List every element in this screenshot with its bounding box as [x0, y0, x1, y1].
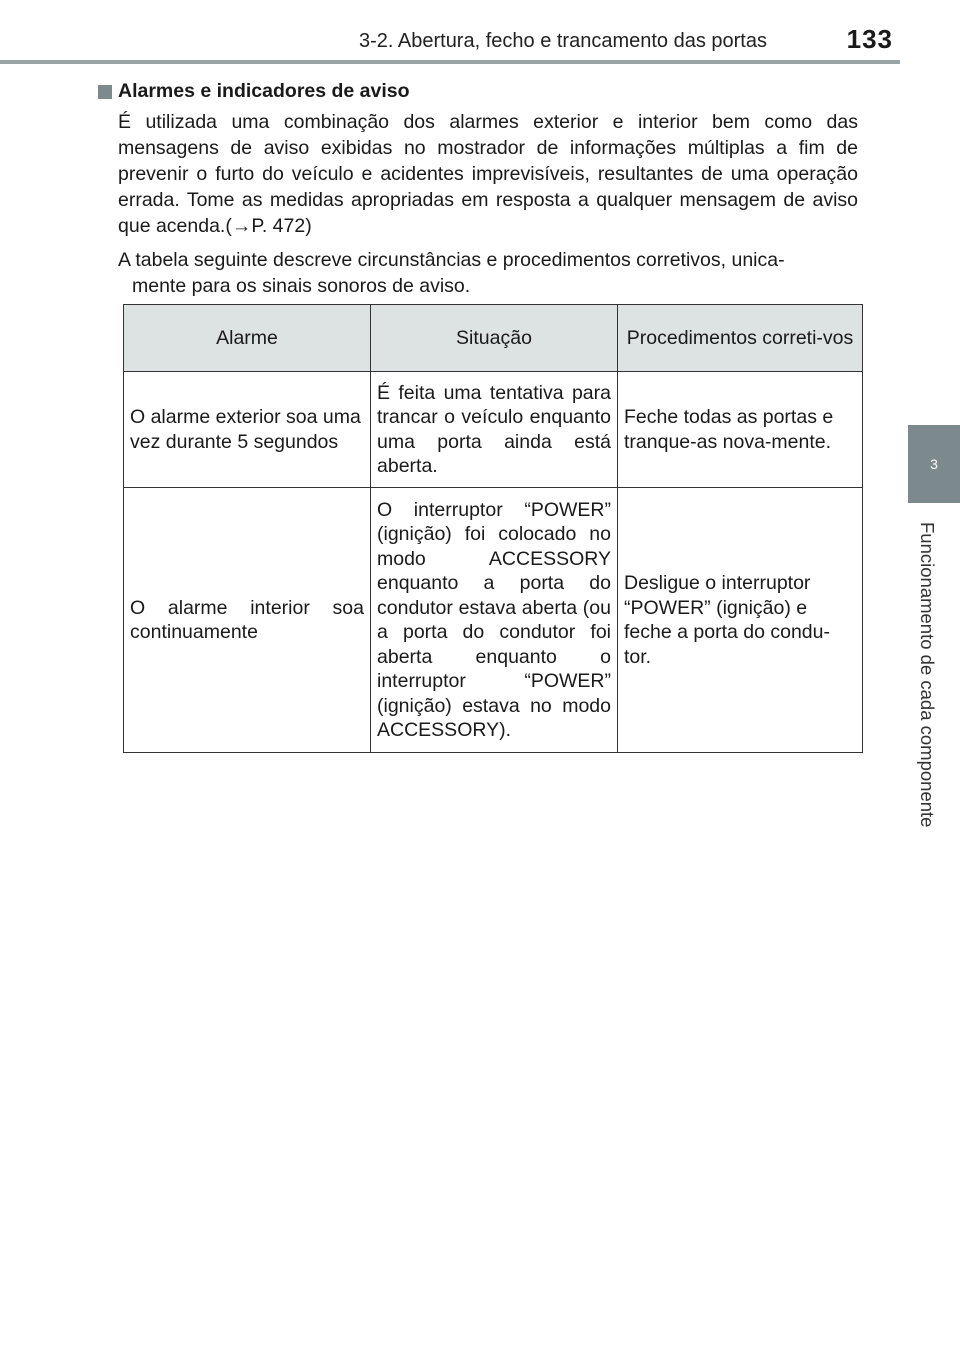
column-header: Situação	[371, 305, 618, 372]
table-cell: O alarme interior soa continuamente	[124, 488, 371, 753]
intro-paragraph	[118, 247, 858, 299]
table-row	[124, 372, 863, 488]
table-cell: O interruptor “POWER” (ignição) foi colocado no modo ACCESSORY enquanto a porta do condutor estava aberta (ou a porta do condutor foi aberta enquanto o interruptor “POWER” (ignição) estava no modo ACCESSORY).	[371, 488, 618, 753]
table-cell: Desligue o interruptor “POWER” (ignição) e feche a porta do condu-tor.	[618, 488, 863, 753]
square-bullet-icon	[98, 85, 112, 99]
page-header	[0, 0, 960, 64]
intro-line-1: A tabela seguinte descreve circunstâncias e procedimentos corretivos, unica-	[118, 249, 785, 271]
chapter-tab	[908, 425, 960, 503]
table-cell: O alarme exterior soa uma vez durante 5 segundos	[124, 372, 371, 488]
chapter-number: 3	[930, 456, 938, 472]
table-header-row	[124, 305, 863, 372]
table-cell: Feche todas as portas e tranque-as nova-mente.	[618, 372, 863, 488]
column-header: Procedimentos correti-vos	[618, 305, 863, 372]
table-cell: É feita uma tentativa para trancar o veículo enquanto uma porta ainda está aberta.	[371, 372, 618, 488]
section-heading-text: Alarmes e indicadores de aviso	[118, 80, 410, 102]
section-heading	[98, 80, 858, 103]
page-number: 133	[846, 24, 893, 54]
header-rule	[0, 60, 900, 64]
section-title: 3-2. Abertura, fecho e trancamento das portas	[358, 30, 767, 52]
main-content	[98, 80, 858, 299]
column-header: Alarme	[124, 305, 371, 372]
alarm-table	[123, 304, 863, 753]
body-paragraph: É utilizada uma combinação dos alarmes exterior e interior bem como das mensagens de aviso exibidas no mostrador de informações múltiplas a fim de prevenir o furto do veículo e acidentes imprevisíveis, resultantes de uma operação errada. Tome as medidas apropriadas em resposta a qualquer mensagem de aviso que acenda.(→P. 472)	[118, 111, 858, 237]
chapter-title: Funcionamento de cada componente	[917, 522, 938, 828]
table-row	[124, 488, 863, 753]
intro-line-2: mente para os sinais sonoros de aviso.	[132, 275, 471, 297]
